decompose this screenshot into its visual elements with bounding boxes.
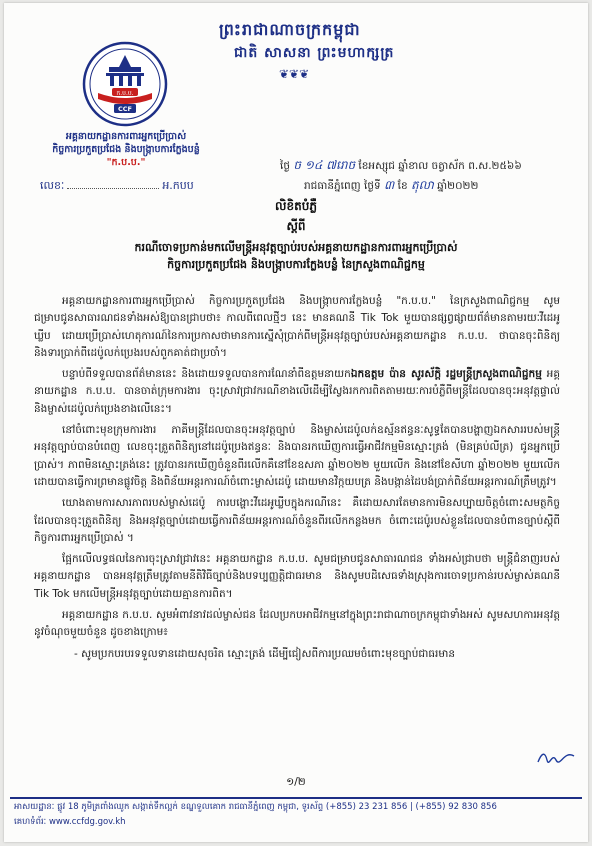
seal-latin: CCF: [118, 105, 132, 113]
subject-line1: ករណីចោទប្រកាន់មកលើមន្ត្រីអនុវត្តច្បាប់របស់អគ្គនាយកដ្ឋានការពារអ្នកប្រើប្រាស់: [134, 241, 458, 254]
national-motto: ជាតិ សាសនា ព្រះមហាក្សត្រ: [234, 45, 395, 61]
paragraph-6: អគ្គនាយកដ្ឋាន ក.ប.ប. សូមអំពាវនាវដល់ម្ចាស់ជន ដែលប្រកបអាជីវកម្មនៅក្នុងព្រះរាជាណាចក្រកម្ពុជាទាំងអស់ សូមសហការអនុវត្តនូវចំណុចមួយចំនួន ដូចខាងក្រោម៖: [34, 609, 560, 639]
reference-blank: [67, 188, 159, 189]
paragraph-3: នៅចំពោះមុខក្រុមការងារ ភាគីមន្ត្រីដែលបានចុះអនុវត្តច្បាប់ និងម្ចាស់ដេប៉ូលក់ឧស្ម័នឥន្ធនៈសូទ្ធតែបានបង្ហាញឯកសាររបស់មន្ត្រីអនុវត្តច្បាប់បានបំពេញ លេខចុះត្រួតពិនិត្យនៅដេប៉ូប្រេងឥន្ធនៈ និងបានរកឃើញការធ្វើអាជីវកម្មមិនស្មោះត្រង់ (មិនគ្រប់លីត្រ) ជូនអ្នកប្រើប្រាស់។ ភាពមិនស្មោះត្រង់នេះ ត្រូវបានរកឃើញចំនួនពីរលើកគឺនៅខែឧសភា ឆ្នាំ២០២២ មួយលើក និងនៅខែសីហា ឆ្នាំ២០២២ មួយលើក ដោយបានធ្វើការព្រមានផ្លូវចិត្ត និងពិន័យអន្តរការណ៍ចំពោះម្ចាស់ដេប៉ូ ដោយមានវិក្កយបត្រ និងបង្កាន់ដៃបង់ប្រាក់ពិន័យអន្តរការណ៍ត្រឹមត្រូវ។: [34, 424, 560, 488]
agency-abbr: "ក.ប.ប.": [106, 157, 146, 168]
lunar-date-rest: ខែអស្សុជ ឆ្នាំខាល ចត្វាស័ក ព.ស.២៥៦៦: [358, 160, 522, 172]
paragraph-1: អគ្គនាយកដ្ឋានការពារអ្នកប្រើប្រាស់ កិច្ចការប្រកួតប្រជែង និងបង្ក្រាបការក្លែងបន្លំ "ក.ប.ប." នៃក្រសួងពាណិជ្ជកម្ម សូមជម្រាបជូនសាធារណជនទាំងអស់ឱ្យបានជ្រាបថា៖ កាលពីពេលថ្មីៗ នេះ មានគណនី Tik Tok មួយបានផ្សព្វផ្សាយព័ត៌មានតាមរយៈវីដេអូឃ្លីប ដោយប្រើប្រាស់ហេតុការណ៍នៃការប្រកាសថាមានការស្នើសុំប្រាក់ពីមន្ត្រីអនុវត្តច្បាប់របស់អគ្គនាយកដ្ឋាន ក.ប.ប. ថាបានចុះពិនិត្យ និងទារប្រាក់ពីដេប៉ូលក់ប្រេងរបស់ពួកគាត់ជាប្រចាំ។: [34, 295, 560, 359]
signature-mark-icon: [536, 748, 576, 766]
lunar-date: [280, 157, 522, 175]
solar-date-month: តុលា: [410, 178, 434, 192]
solar-date-year: ឆ្នាំ២០២២: [437, 180, 479, 192]
solar-date-prefix: រាជធានីភ្នំពេញ ថ្ងៃទី: [304, 180, 381, 192]
agency-name-line2: កិច្ចការប្រកួតប្រជែង និងបង្ក្រាបការក្លែងបន្លំ: [52, 144, 200, 155]
paragraph-2-intro: បន្ទាប់ពីទទួលបានព័ត៌មាននេះ និងដោយទទួលបានការណែនាំពីឧត្តមនាយក: [62, 368, 351, 381]
agency-name-block: [26, 130, 226, 169]
subject-title: [34, 239, 558, 273]
lunar-date-prefix: ថ្ងៃ: [280, 160, 290, 172]
document-page: [4, 3, 588, 842]
solar-date-month-label: ខែ: [397, 180, 408, 192]
page-number: ១/២: [286, 776, 306, 788]
document-type: លិខិតបំភ្លឺ: [275, 199, 317, 213]
subject-line2: កិច្ចការប្រកួតប្រជែង និងបង្ក្រាបការក្លែងបន្លំ នៃក្រសួងពាណិជ្ជកម្ម: [167, 258, 425, 271]
paragraph-4: យោងតាមការសារភាពរបស់ម្ចាស់ដេប៉ូ ការបង្ហោះវីដេអូឃ្លីបក្នុងករណីនេះ គឺដោយសារតែមានការមិនសប្បាយចិត្តចំពោះសមត្ថកិច្ច ដែលបានចុះត្រួតពិនិត្យ និងអនុវត្តច្បាប់ដោយធ្វើការពិន័យអន្តរការណ៍ចំនួនពីរលើកកន្លងមក ចំពោះដេប៉ូរបស់ខ្លួនដែលបានបំពានច្បាប់ស្តីពីកិច្ចការពារអ្នកប្រើប្រាស់ ។: [34, 497, 560, 544]
paragraph-2: [34, 366, 560, 418]
minister-name: ឯកឧត្តម ប៉ាន សូរស័ក្តិ រដ្ឋមន្ត្រីក្រសួងពាណិជ្ជកម្ម: [350, 368, 542, 381]
paragraph-2-rest: អគ្គនាយកដ្ឋាន ក.ប.ប. បានចាត់ក្រុមការងារ ចុះស្រាវជ្រាវករណីខាងលើដើម្បីស្វែងរកការពិតតាមរយៈការបំភ្លឺពីមន្ត្រីដែលបានចុះអនុវត្តផ្ទាល់ និងម្ចាស់ដេប៉ូលក់ប្រេងខាងលើនេះ។: [34, 368, 560, 415]
reference-suffix: អ.កបប: [162, 179, 194, 192]
subject-label: ស្តីពី: [286, 219, 306, 233]
paragraph-5: ផ្អែកលើលទ្ធផលនៃការចុះស្រាវជ្រាវនេះ អគ្គនាយកដ្ឋាន ក.ប.ប. សូមជម្រាបជូនសាធារណជន ទាំងអស់ជ្រាបថា មន្ត្រីជំនាញរបស់អគ្គនាយកដ្ឋាន បានអនុវត្តត្រឹមត្រូវតាមនីតិវិធីច្បាប់និងបទប្បញ្ញត្តិជាធរមាន និងសូមបដិសេធទាំងស្រុងការចោទប្រកាន់របស់ម្ចាស់គណនី Tik Tok មកលើមន្ត្រីអនុវត្តច្បាប់ដោយគ្មានការពិត។: [34, 553, 560, 600]
seal-abbr: ក.ប.ប.: [116, 90, 134, 97]
letter-body: [34, 293, 560, 667]
bullet-item-1: - សូមប្រកបរបរទទួលទានដោយសុចរិត ស្មោះត្រង់ ដើម្បីជៀសពីការប្រឈមចំពោះមុខច្បាប់ជាធរមាន: [74, 647, 456, 660]
motto-ornament: ❦❦❦: [279, 67, 310, 81]
solar-date-day: ៣: [384, 178, 395, 192]
kingdom-heading: ព្រះរាជាណាចក្រកម្ពុជា: [219, 20, 361, 39]
reference-label: លេខៈ: [40, 179, 65, 192]
footer-divider: [10, 797, 582, 799]
footer-address: អាសយដ្ឋានៈ ផ្លូវ 18 ភូមិត្រពាំងឈូក សង្កាត់ទឹកល្អក់ ខណ្ឌទួលគោក រាជធានីភ្នំពេញ កម្ពុជា, ទូរស័ព្ទ (+855) 23 231 856 | (+855) 92 830 856: [14, 802, 497, 812]
lunar-date-handwritten: ច ១៤ ៧រោច: [293, 158, 356, 172]
agency-name-line1: អគ្គនាយកដ្ឋានការពារអ្នកប្រើប្រាស់: [65, 131, 187, 142]
footer-website: គេហទំព័រៈ www.ccfdg.gov.kh: [14, 817, 126, 827]
reference-number: [40, 179, 194, 195]
solar-date: [304, 177, 478, 195]
agency-seal-icon: [82, 41, 168, 127]
